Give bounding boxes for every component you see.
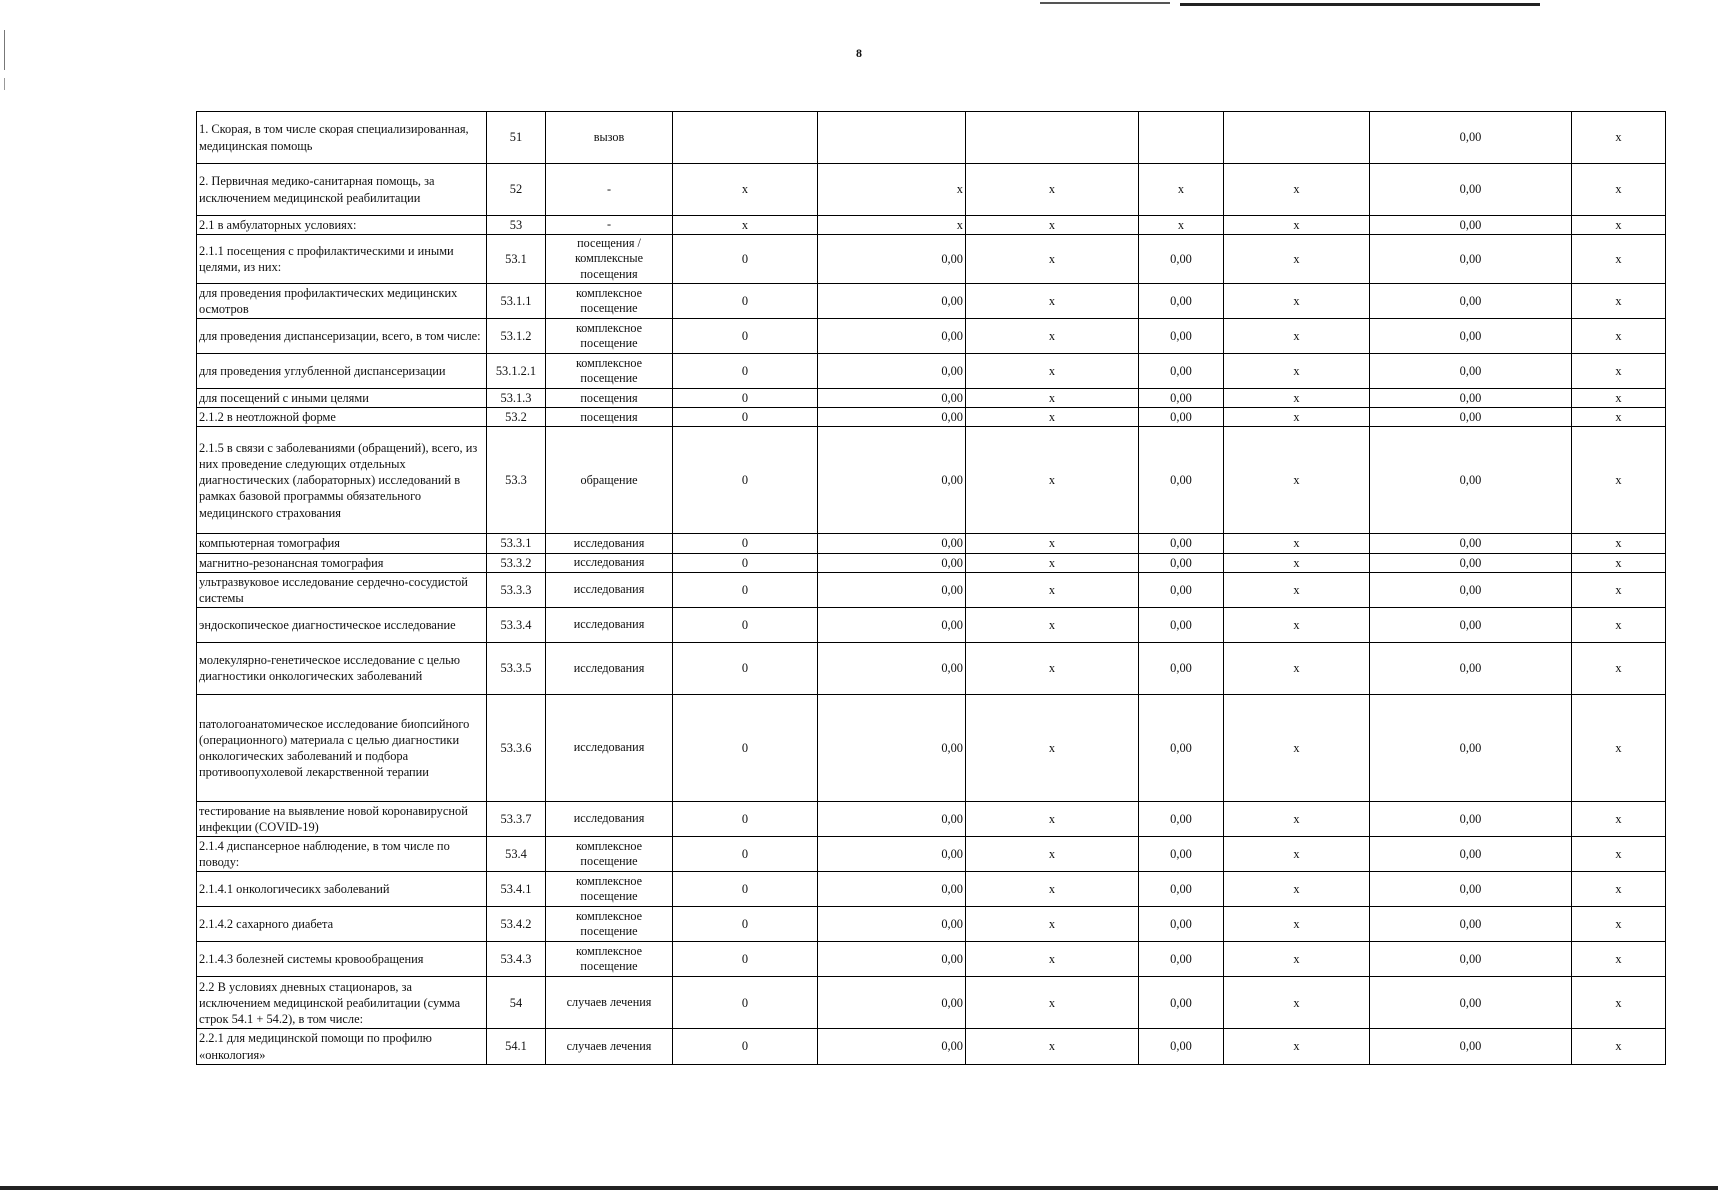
cell-value: x (966, 572, 1139, 607)
cell-value: 0,00 (818, 907, 966, 942)
cell-value: 0 (673, 801, 818, 836)
cell-row-code: 53.3.3 (487, 572, 546, 607)
cell-unit: исследования (546, 572, 673, 607)
cell-unit: исследования (546, 553, 673, 572)
cell-indicator-name: 2.1.4.1 онкологичесикх заболеваний (197, 872, 487, 907)
cell-value: 0,00 (1370, 319, 1572, 354)
cell-value: 0,00 (1139, 642, 1224, 694)
cell-unit: исследования (546, 694, 673, 801)
cell-value: 0,00 (1139, 534, 1224, 553)
cell-value (818, 112, 966, 164)
cell-value: 0,00 (818, 642, 966, 694)
cell-value: 0,00 (1370, 642, 1572, 694)
cell-value: 0 (673, 553, 818, 572)
cell-value: 0,00 (1139, 553, 1224, 572)
cell-value: 0 (673, 642, 818, 694)
cell-value: x (966, 837, 1139, 872)
cell-value: x (966, 694, 1139, 801)
cell-indicator-name: для проведения профилактических медицинских осмотров (197, 283, 487, 318)
cell-value: 0 (673, 942, 818, 977)
cell-value: x (966, 216, 1139, 235)
cell-indicator-name: эндоскопическое диагностическое исследование (197, 607, 487, 642)
cell-indicator-name: компьютерная томография (197, 534, 487, 553)
cell-value: 0 (673, 837, 818, 872)
cell-value: 0 (673, 694, 818, 801)
table-row (197, 977, 1666, 1029)
cell-indicator-name: молекулярно-генетическое исследование с целью диагностики онкологических заболеваний (197, 642, 487, 694)
cell-value: 0,00 (1370, 694, 1572, 801)
cell-row-code: 53.1.2.1 (487, 354, 546, 389)
cell-indicator-name: 2.1.4.3 болезней системы кровообращения (197, 942, 487, 977)
cell-indicator-name: 1. Скорая, в том числе скорая специализированная, медицинская помощь (197, 112, 487, 164)
cell-value: x (1572, 319, 1666, 354)
cell-indicator-name: для посещений с иными целями (197, 389, 487, 408)
cell-value: x (818, 216, 966, 235)
cell-value: x (966, 907, 1139, 942)
cell-value: x (966, 235, 1139, 284)
cell-value: x (966, 164, 1139, 216)
cell-value: 0,00 (1139, 235, 1224, 284)
cell-value: 0 (673, 607, 818, 642)
cell-value: x (1572, 216, 1666, 235)
cell-unit: посещения (546, 408, 673, 427)
cell-value (966, 112, 1139, 164)
cell-value: 0,00 (818, 837, 966, 872)
cell-value: x (1224, 837, 1370, 872)
cell-value: 0 (673, 319, 818, 354)
table-row (197, 942, 1666, 977)
cell-value: 0,00 (818, 977, 966, 1029)
cell-value: x (1572, 642, 1666, 694)
cell-value: x (966, 1029, 1139, 1064)
cell-indicator-name: патологоанатомическое исследование биопсийного (операционного) материала с целью диагностики онкологических заболеваний и подбора противоопухолевой лекарственной терапии (197, 694, 487, 801)
cell-value: 0,00 (1139, 907, 1224, 942)
cell-value: x (966, 642, 1139, 694)
cell-value: x (966, 534, 1139, 553)
cell-row-code: 54 (487, 977, 546, 1029)
cell-value: 0,00 (818, 235, 966, 284)
cell-value: x (966, 553, 1139, 572)
cell-row-code: 53.3.2 (487, 553, 546, 572)
cell-value: x (1572, 977, 1666, 1029)
cell-value: x (1224, 907, 1370, 942)
cell-row-code: 53.3.6 (487, 694, 546, 801)
cell-value: 0,00 (818, 572, 966, 607)
cell-value: 0,00 (1139, 572, 1224, 607)
cell-unit: случаев лечения (546, 1029, 673, 1064)
cell-row-code: 53.1.3 (487, 389, 546, 408)
cell-value: 0 (673, 283, 818, 318)
cell-unit: комплексное посещение (546, 872, 673, 907)
cell-value: 0,00 (818, 427, 966, 534)
scan-artifact-top (1180, 3, 1540, 6)
cell-value: x (1572, 283, 1666, 318)
cell-unit: комплексное посещение (546, 319, 673, 354)
cell-value (673, 112, 818, 164)
cell-value: 0,00 (1139, 389, 1224, 408)
cell-row-code: 54.1 (487, 1029, 546, 1064)
cell-unit: комплексное посещение (546, 942, 673, 977)
cell-value: 0,00 (818, 801, 966, 836)
cell-value: x (966, 977, 1139, 1029)
cell-unit: исследования (546, 642, 673, 694)
cell-unit: обращение (546, 427, 673, 534)
cell-row-code: 53.4 (487, 837, 546, 872)
cell-value: x (1224, 354, 1370, 389)
cell-indicator-name: 2.1.5 в связи с заболеваниями (обращений), всего, из них проведение следующих отдельных диагностических (лабораторных) исследований в рамках базовой программы обязательного медицинского страхования (197, 427, 487, 534)
cell-value: x (1224, 216, 1370, 235)
table-row (197, 427, 1666, 534)
table-row (197, 534, 1666, 553)
cell-value: 0,00 (1139, 977, 1224, 1029)
table-row (197, 319, 1666, 354)
cell-value: x (1224, 164, 1370, 216)
cell-value: x (673, 216, 818, 235)
cell-indicator-name: 2.2 В условиях дневных стационаров, за исключением медицинской реабилитации (сумма строк 54.1 + 54.2), в том числе: (197, 977, 487, 1029)
cell-unit: - (546, 164, 673, 216)
cell-value: x (1224, 408, 1370, 427)
cell-unit: вызов (546, 112, 673, 164)
cell-unit: комплексное посещение (546, 837, 673, 872)
cell-value: x (1572, 801, 1666, 836)
cell-value: 0,00 (1370, 427, 1572, 534)
table-row (197, 694, 1666, 801)
cell-row-code: 53.1 (487, 235, 546, 284)
cell-unit: комплексное посещение (546, 354, 673, 389)
cell-row-code: 53.4.2 (487, 907, 546, 942)
cell-unit: исследования (546, 534, 673, 553)
cell-unit: посещения / комплексные посещения (546, 235, 673, 284)
cell-value: x (1224, 1029, 1370, 1064)
table-body (197, 112, 1666, 1065)
cell-value: x (1224, 389, 1370, 408)
cell-value: x (966, 801, 1139, 836)
cell-value: 0,00 (1370, 235, 1572, 284)
cell-row-code: 51 (487, 112, 546, 164)
table-row (197, 642, 1666, 694)
cell-value: x (1572, 389, 1666, 408)
cell-value: x (1139, 216, 1224, 235)
cell-value: 0,00 (818, 1029, 966, 1064)
cell-value: 0,00 (818, 534, 966, 553)
table-row (197, 607, 1666, 642)
cell-value: 0,00 (1370, 1029, 1572, 1064)
cell-unit: комплексное посещение (546, 907, 673, 942)
cell-value: 0,00 (1370, 572, 1572, 607)
cell-row-code: 53.2 (487, 408, 546, 427)
cell-value: 0,00 (1139, 942, 1224, 977)
table-row (197, 801, 1666, 836)
cell-value: x (1139, 164, 1224, 216)
cell-value: 0,00 (1139, 1029, 1224, 1064)
data-table (196, 111, 1666, 1065)
cell-value: 0,00 (818, 283, 966, 318)
cell-value: 0,00 (1139, 354, 1224, 389)
cell-value: x (1224, 319, 1370, 354)
cell-indicator-name: 2.1.2 в неотложной форме (197, 408, 487, 427)
cell-value: x (966, 319, 1139, 354)
cell-unit: посещения (546, 389, 673, 408)
cell-row-code: 53.3.1 (487, 534, 546, 553)
cell-row-code: 53.4.3 (487, 942, 546, 977)
cell-value: 0,00 (1370, 389, 1572, 408)
cell-value: 0,00 (1370, 112, 1572, 164)
cell-value: 0,00 (1139, 283, 1224, 318)
cell-unit: исследования (546, 801, 673, 836)
cell-value: 0,00 (1370, 553, 1572, 572)
table-row (197, 216, 1666, 235)
cell-value: 0,00 (1370, 907, 1572, 942)
cell-value: x (1572, 164, 1666, 216)
cell-value: 0,00 (818, 389, 966, 408)
cell-value: x (1572, 534, 1666, 553)
cell-value: x (1224, 607, 1370, 642)
cell-value: 0,00 (818, 408, 966, 427)
cell-value: x (1224, 534, 1370, 553)
cell-value: x (1224, 572, 1370, 607)
cell-value: 0,00 (1139, 607, 1224, 642)
cell-row-code: 53.4.1 (487, 872, 546, 907)
cell-value: 0,00 (818, 872, 966, 907)
cell-value: x (1572, 872, 1666, 907)
cell-indicator-name: 2. Первичная медико-санитарная помощь, за исключением медицинской реабилитации (197, 164, 487, 216)
cell-value: 0 (673, 572, 818, 607)
cell-value (1224, 112, 1370, 164)
cell-row-code: 53.3 (487, 427, 546, 534)
table-row (197, 572, 1666, 607)
cell-value: 0,00 (1370, 164, 1572, 216)
cell-unit: - (546, 216, 673, 235)
cell-value (1139, 112, 1224, 164)
cell-value: x (1224, 977, 1370, 1029)
cell-value: x (966, 872, 1139, 907)
table-row (197, 1029, 1666, 1064)
cell-value: x (1224, 427, 1370, 534)
cell-value: x (966, 283, 1139, 318)
page-number: 8 (856, 46, 862, 60)
cell-value: 0,00 (1139, 408, 1224, 427)
cell-value: 0,00 (1370, 216, 1572, 235)
cell-indicator-name: для проведения углубленной диспансеризации (197, 354, 487, 389)
table-row (197, 112, 1666, 164)
cell-value: 0,00 (1370, 354, 1572, 389)
cell-value: 0,00 (1370, 408, 1572, 427)
cell-value: 0,00 (1370, 977, 1572, 1029)
cell-value: x (1224, 942, 1370, 977)
cell-indicator-name: 2.1.1 посещения с профилактическими и иными целями, из них: (197, 235, 487, 284)
cell-row-code: 53.1.2 (487, 319, 546, 354)
table-row (197, 354, 1666, 389)
cell-value: x (1572, 553, 1666, 572)
cell-value: x (966, 427, 1139, 534)
table-row (197, 907, 1666, 942)
cell-row-code: 53.1.1 (487, 283, 546, 318)
cell-value: 0 (673, 977, 818, 1029)
cell-value: x (1224, 872, 1370, 907)
cell-unit: исследования (546, 607, 673, 642)
cell-row-code: 53.3.4 (487, 607, 546, 642)
cell-value: x (818, 164, 966, 216)
scan-artifact-left (4, 78, 5, 90)
cell-value: 0 (673, 907, 818, 942)
cell-value: 0,00 (1139, 872, 1224, 907)
table-row (197, 408, 1666, 427)
cell-value: x (1572, 235, 1666, 284)
cell-value: x (1572, 1029, 1666, 1064)
cell-value: 0 (673, 534, 818, 553)
cell-value: 0,00 (1139, 694, 1224, 801)
cell-indicator-name: 2.1 в амбулаторных условиях: (197, 216, 487, 235)
cell-indicator-name: магнитно-резонансная томография (197, 553, 487, 572)
table-row (197, 164, 1666, 216)
cell-row-code: 53 (487, 216, 546, 235)
cell-value: 0 (673, 389, 818, 408)
cell-value: x (673, 164, 818, 216)
cell-row-code: 53.3.7 (487, 801, 546, 836)
table-row (197, 872, 1666, 907)
cell-unit: комплексное посещение (546, 283, 673, 318)
scan-artifact-top (1040, 2, 1170, 4)
cell-value: 0,00 (1139, 801, 1224, 836)
cell-value: x (1572, 572, 1666, 607)
cell-value: 0,00 (1370, 283, 1572, 318)
cell-value: 0,00 (1370, 534, 1572, 553)
table-row (197, 837, 1666, 872)
cell-value: 0 (673, 872, 818, 907)
cell-indicator-name: для проведения диспансеризации, всего, в том числе: (197, 319, 487, 354)
cell-value: x (1224, 642, 1370, 694)
cell-value: x (1224, 694, 1370, 801)
cell-value: 0,00 (1139, 319, 1224, 354)
cell-value: 0,00 (1370, 607, 1572, 642)
table-row (197, 283, 1666, 318)
cell-value: x (966, 389, 1139, 408)
cell-row-code: 53.3.5 (487, 642, 546, 694)
cell-value: 0 (673, 427, 818, 534)
cell-value: x (1224, 553, 1370, 572)
cell-indicator-name: 2.1.4 диспансерное наблюдение, в том числе по поводу: (197, 837, 487, 872)
cell-value: 0 (673, 1029, 818, 1064)
cell-value: 0,00 (818, 354, 966, 389)
cell-value: 0 (673, 354, 818, 389)
cell-value: x (1572, 607, 1666, 642)
table-row (197, 553, 1666, 572)
cell-value: x (1224, 801, 1370, 836)
cell-unit: случаев лечения (546, 977, 673, 1029)
cell-value: 0,00 (1370, 837, 1572, 872)
cell-value: 0,00 (818, 942, 966, 977)
cell-value: 0,00 (1139, 427, 1224, 534)
cell-value: 0 (673, 235, 818, 284)
cell-indicator-name: ультразвуковое исследование сердечно-сосудистой системы (197, 572, 487, 607)
cell-value: x (966, 354, 1139, 389)
cell-value: x (1572, 112, 1666, 164)
scan-artifact-bottom (0, 1186, 1718, 1190)
cell-value: x (1572, 942, 1666, 977)
cell-value: x (1572, 694, 1666, 801)
cell-value: x (966, 408, 1139, 427)
cell-value: 0,00 (1370, 872, 1572, 907)
table-row (197, 389, 1666, 408)
cell-value: 0,00 (1139, 837, 1224, 872)
cell-value: 0,00 (818, 607, 966, 642)
cell-value: x (1224, 235, 1370, 284)
cell-value: 0,00 (818, 553, 966, 572)
cell-value: x (1572, 837, 1666, 872)
cell-value: x (966, 942, 1139, 977)
cell-value: 0,00 (1370, 801, 1572, 836)
cell-value: 0,00 (818, 319, 966, 354)
cell-value: x (1224, 283, 1370, 318)
cell-value: x (966, 607, 1139, 642)
cell-indicator-name: 2.2.1 для медицинской помощи по профилю «онкология» (197, 1029, 487, 1064)
cell-value: x (1572, 408, 1666, 427)
cell-value: 0 (673, 408, 818, 427)
cell-row-code: 52 (487, 164, 546, 216)
cell-value: x (1572, 427, 1666, 534)
cell-indicator-name: тестирование на выявление новой коронавирусной инфекции (COVID-19) (197, 801, 487, 836)
cell-value: x (1572, 354, 1666, 389)
cell-value: x (1572, 907, 1666, 942)
cell-value: 0,00 (1370, 942, 1572, 977)
table-row (197, 235, 1666, 284)
cell-indicator-name: 2.1.4.2 сахарного диабета (197, 907, 487, 942)
cell-value: 0,00 (818, 694, 966, 801)
